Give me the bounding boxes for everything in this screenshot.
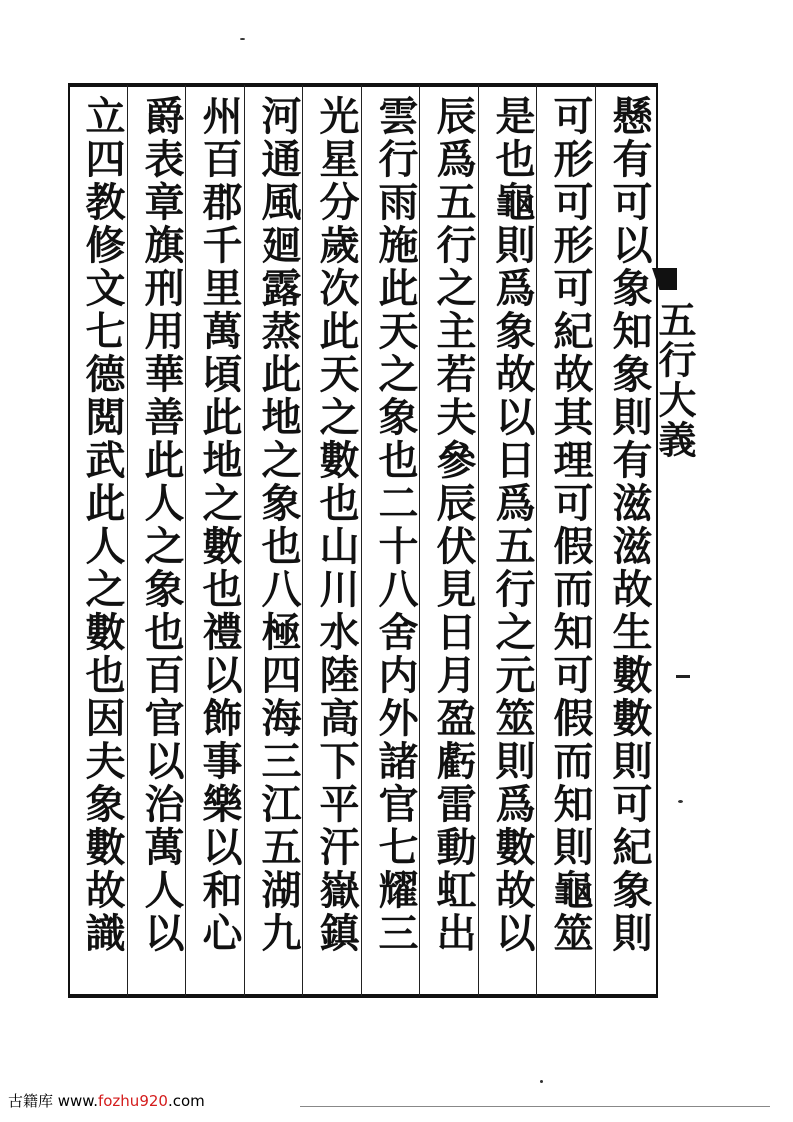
text-column-8: 州百郡千里萬頃此地之數也禮以飾事樂以和心 — [196, 95, 243, 955]
margin-title: 五行大義 — [652, 300, 697, 460]
text-column-5: 雲行雨施此天之象也二十八舍内外諸官七耀三 — [372, 95, 419, 955]
footer-prefix: 古籍库 www. — [8, 1092, 98, 1110]
text-column-3: 是也龜則爲象故以日爲五行之元筮則爲數故以 — [489, 95, 536, 955]
text-column-9: 爵表章旗刑用華善此人之象也百官以治萬人以 — [138, 95, 185, 955]
text-column-2: 可形可形可紀故其理可假而知可假而知則龜筮 — [547, 95, 594, 955]
scan-speck — [678, 800, 683, 803]
footer-suffix: .com — [167, 1092, 205, 1110]
text-column-6: 光星分歲次此天之數也山川水陸高下平汗嶽鎮 — [313, 95, 360, 955]
scan-speck — [240, 38, 245, 40]
text-column-4: 辰爲五行之主若夫參辰伏見日月盈虧雷動虹出 — [430, 95, 477, 955]
text-column-1: 懸有可以象知象則有滋滋故生數數則可紀象則 — [606, 95, 653, 955]
page-number-mark — [676, 675, 690, 678]
text-column-10: 立四教修文七德閲武此人之數也因夫象數故識 — [79, 95, 126, 955]
scan-speck — [540, 1080, 543, 1083]
text-column-7: 河通風廻露蒸此地之象也八極四海三江五湖九 — [255, 95, 302, 955]
scan-edge-line — [300, 1106, 770, 1107]
footer-site-name: fozhu920 — [97, 1092, 168, 1110]
footer-watermark — [8, 1090, 205, 1111]
